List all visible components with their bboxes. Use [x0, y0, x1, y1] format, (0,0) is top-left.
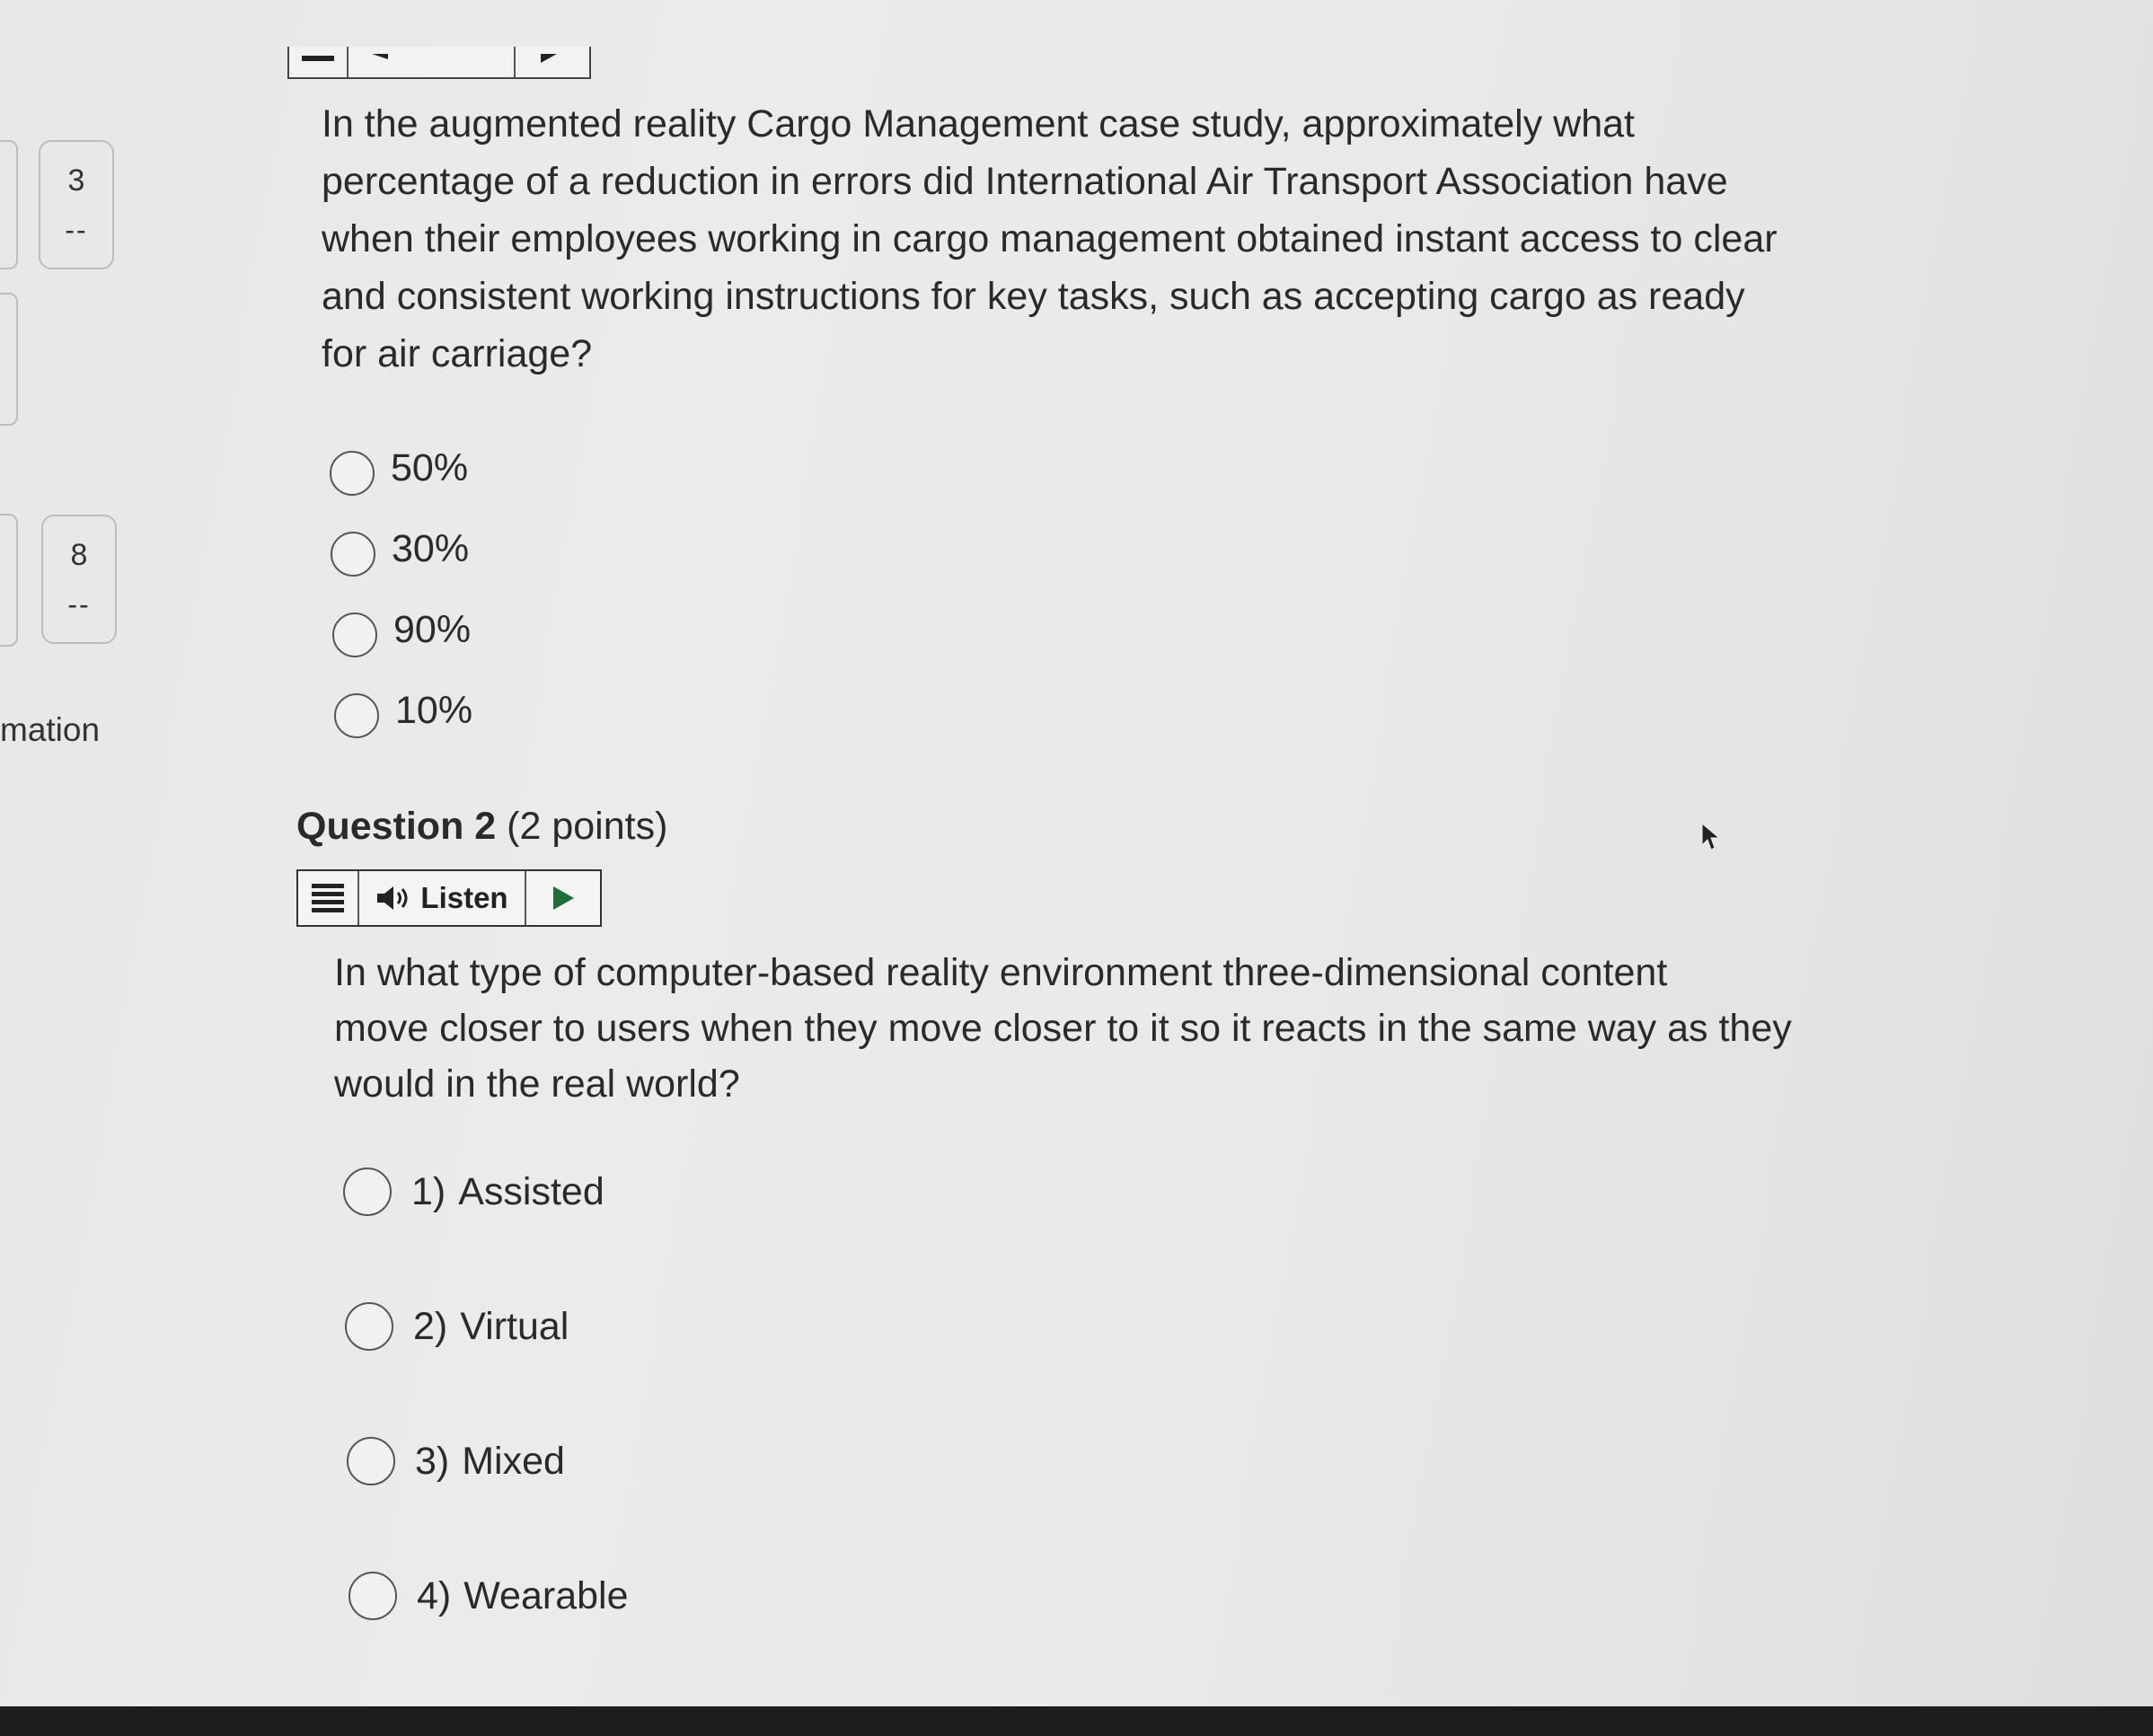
sidebar-edge-bar — [0, 140, 18, 269]
q1-option-50[interactable] — [330, 440, 468, 496]
question-line: and consistent working instructions for key tasks, such as accepting cargo as ready — [322, 275, 1745, 318]
q1-option-30[interactable] — [331, 521, 469, 577]
question-number: 8 — [70, 538, 88, 572]
option-label: Mixed — [462, 1439, 565, 1483]
question-line: when their employees working in cargo management obtained instant access to clear — [322, 217, 1778, 260]
radio-button[interactable] — [343, 1168, 392, 1216]
option-number: 3) — [415, 1439, 450, 1483]
radio-button[interactable] — [334, 693, 379, 738]
play-icon — [551, 885, 576, 912]
question-title: Question 2 — [296, 805, 497, 848]
q2-option-assisted[interactable] — [343, 1168, 604, 1216]
option-number: 4) — [417, 1573, 452, 1617]
top-toolbar-partial[interactable] — [287, 47, 591, 79]
radio-button[interactable] — [330, 451, 375, 496]
screen-bezel — [0, 1706, 2153, 1736]
question-line: In what type of computer-based reality environment three-dimensional content — [334, 951, 1668, 994]
readspeaker-toolbar — [296, 869, 602, 927]
option-number: 1) — [411, 1169, 446, 1213]
option-label: Assisted — [458, 1169, 604, 1213]
speaker-icon — [375, 884, 411, 912]
option-number: 2) — [413, 1304, 448, 1348]
question2-heading — [296, 805, 667, 849]
option-label: 10% — [395, 688, 473, 732]
question-line: percentage of a reduction in errors did International Air Transport Association have — [322, 160, 1728, 203]
question-status: -- — [65, 214, 88, 246]
question-status: -- — [67, 588, 91, 621]
q1-option-90[interactable] — [332, 602, 471, 657]
toolbar-menu-button[interactable] — [298, 871, 359, 925]
radio-button[interactable] — [332, 612, 377, 657]
option-label: 50% — [391, 445, 469, 489]
radio-button[interactable] — [331, 532, 375, 577]
option-label: 30% — [392, 526, 470, 570]
question-line: move closer to users when they move closer to it so it reacts in the same way as they — [334, 1007, 1792, 1050]
radio-button[interactable] — [349, 1572, 397, 1620]
listen-button[interactable] — [359, 871, 526, 925]
question-number: 3 — [67, 163, 85, 198]
question-nav-card-8[interactable] — [41, 515, 117, 644]
play-button[interactable] — [526, 871, 600, 925]
q2-option-mixed[interactable] — [347, 1437, 565, 1485]
question-nav-card-3[interactable] — [39, 140, 114, 269]
sidebar-edge-bar — [0, 514, 18, 647]
question-points: (2 points) — [507, 805, 668, 848]
option-label: 90% — [393, 607, 472, 651]
listen-label: Listen — [420, 881, 508, 914]
mouse-cursor-icon — [1700, 822, 1722, 852]
speaker-icon — [372, 54, 388, 59]
q2-option-wearable[interactable] — [349, 1572, 629, 1620]
question2-text — [334, 945, 1792, 1112]
question1-text — [322, 95, 1778, 383]
question-line: In the augmented reality Cargo Management case study, approximately what — [322, 102, 1635, 145]
radio-button[interactable] — [347, 1437, 395, 1485]
q1-option-10[interactable] — [334, 683, 472, 738]
menu-icon[interactable] — [302, 56, 334, 61]
sidebar-edge-bar — [0, 293, 18, 426]
question-line: for air carriage? — [322, 332, 593, 375]
question-line: would in the real world? — [334, 1062, 740, 1106]
option-label: Virtual — [460, 1304, 569, 1348]
menu-icon — [312, 880, 344, 916]
option-label: Wearable — [463, 1573, 629, 1617]
sidebar-section-label[interactable]: mation — [0, 711, 101, 748]
play-icon[interactable] — [541, 54, 557, 63]
q2-option-virtual[interactable] — [345, 1302, 569, 1351]
radio-button[interactable] — [345, 1302, 393, 1351]
